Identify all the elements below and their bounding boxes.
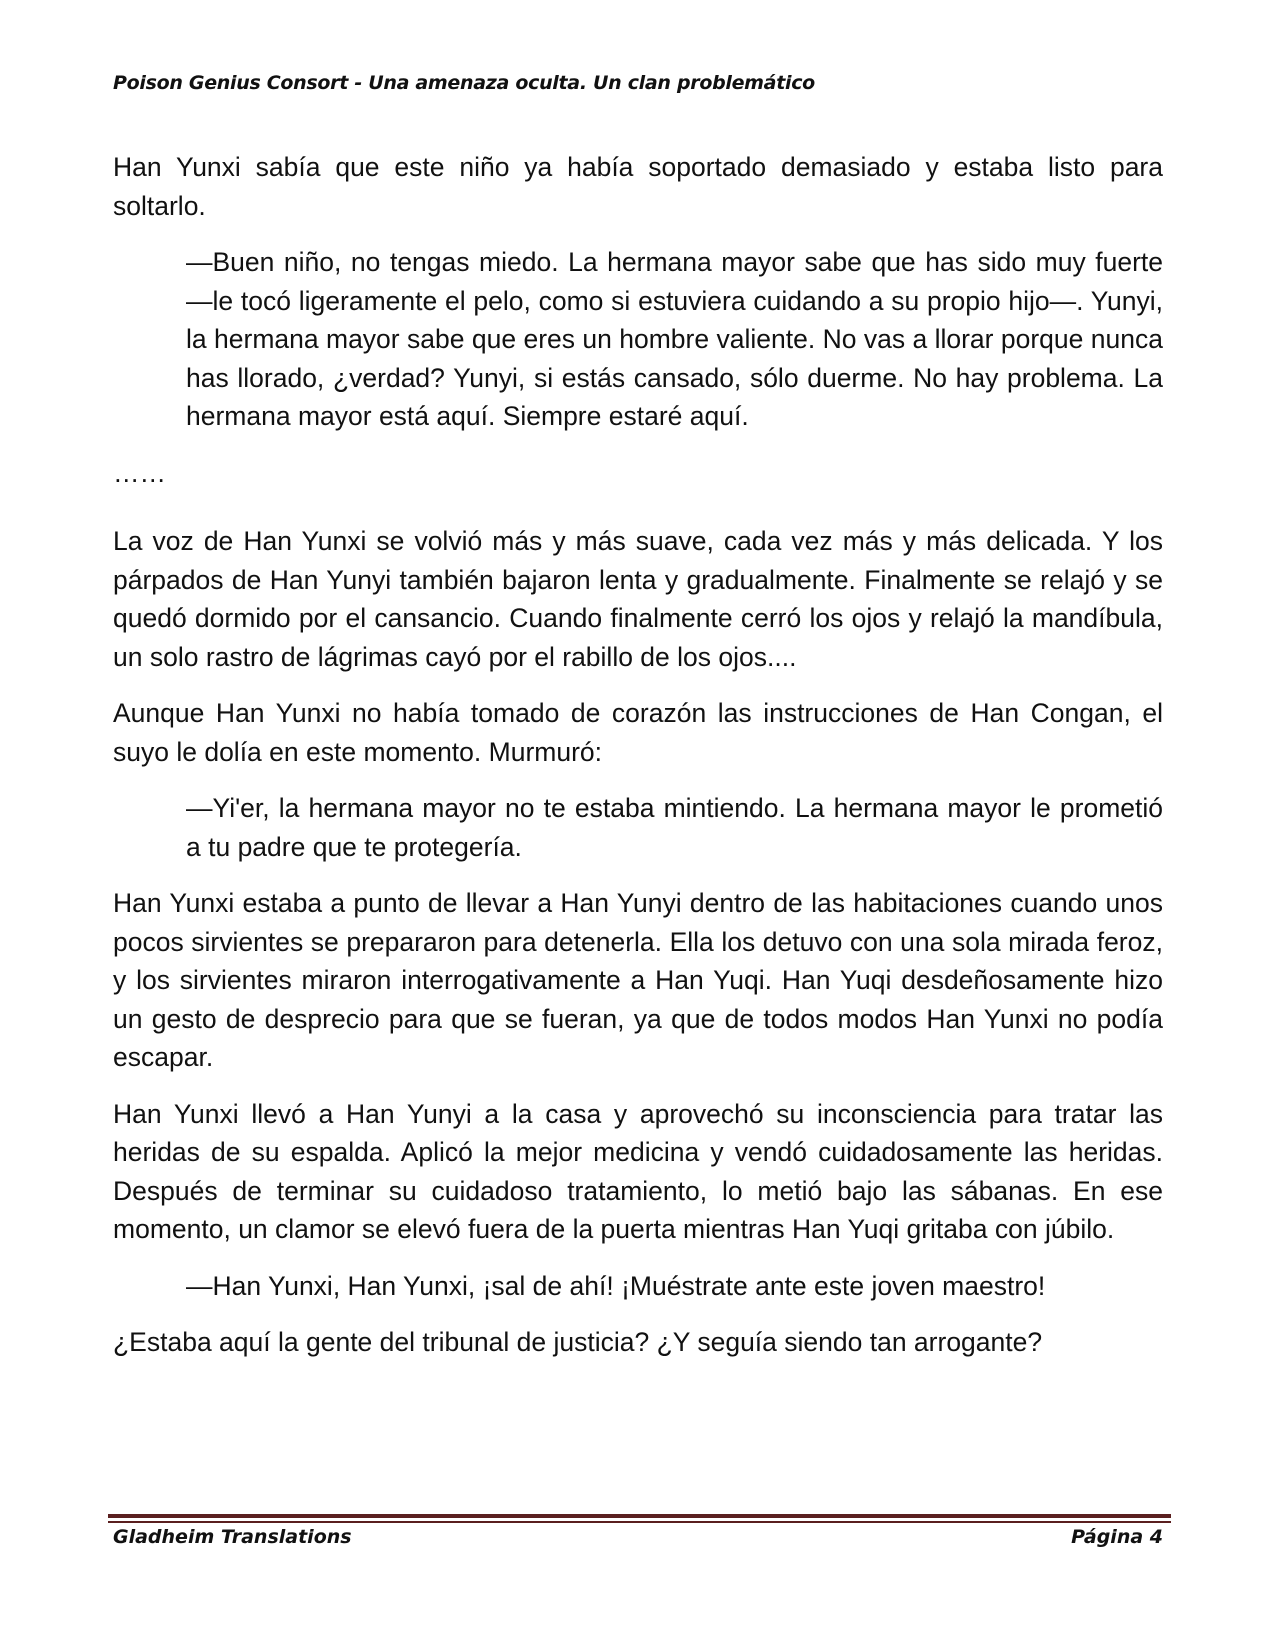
document-body [113,148,1163,1380]
paragraph: Han Yunxi estaba a punto de llevar a Han Yunyi dentro de las habitaciones cuando unos pocos sirvientes se prepararon para detenerla. Ella los detuvo con una sola mirada feroz, y los sirvientes miraron interrogativamente a Han Yuqi. Han Yuqi desdeñosamente hizo un gesto de desprecio para que se fueran, ya que de todos modos Han Yunxi no podía escapar. [113,888,1163,1072]
footer-page-number: Página 4 [1071,1526,1163,1548]
dialogue-paragraph: —Han Yunxi, Han Yunxi, ¡sal de ahí! ¡Muéstrate ante este joven maestro! [186,1270,1046,1301]
footer-divider-thick-line [108,1514,1171,1518]
page-header-title: Poison Genius Consort - Una amenaza oculta. Un clan problemático [113,72,815,94]
footer-divider [108,1514,1171,1523]
paragraph: Aunque Han Yunxi no había tomado de corazón las instrucciones de Han Congan, el suyo le dolía en este momento. Murmuró: [113,698,1163,767]
paragraph: Han Yunxi llevó a Han Yunyi a la casa y aprovechó su inconsciencia para tratar las heridas de su espalda. Aplicó la mejor medicina y vendó cuidadosamente las heridas. Después de terminar su cuidadoso tratamiento, lo metió bajo las sábanas. En ese momento, un clamor se elevó fuera de la puerta mientras Han Yuqi gritaba con júbilo. [113,1098,1163,1244]
paragraph: Han Yunxi sabía que este niño ya había soportado demasiado y estaba listo para soltarlo. [113,152,1163,221]
section-break-ellipsis: …… [113,457,166,488]
dialogue-paragraph: —Buen niño, no tengas miedo. La hermana mayor sabe que has sido muy fuerte —le tocó ligeramente el pelo, como si estuviera cuidando a su propio hijo—. Yunyi, la hermana mayor sabe que eres un hombre valiente. No vas a llorar porque nunca has llorado, ¿verdad? Yunyi, si estás cansado, sólo duerme. No hay problema. La hermana mayor está aquí. Siempre estaré aquí. [186,247,1163,431]
dialogue-paragraph: —Yi'er, la hermana mayor no te estaba mintiendo. La hermana mayor le prometió a tu padre que te protegería. [186,793,1163,862]
paragraph: La voz de Han Yunxi se volvió más y más suave, cada vez más y más delicada. Y los párpados de Han Yunyi también bajaron lenta y gradualmente. Finalmente se relajó y se quedó dormido por el cansancio. Cuando finalmente cerró los ojos y relajó la mandíbula, un solo rastro de lágrimas cayó por el rabillo de los ojos.... [113,526,1163,672]
footer-translator-name: Gladheim Translations [113,1526,352,1548]
footer-divider-thin-line [108,1521,1171,1523]
paragraph: ¿Estaba aquí la gente del tribunal de justicia? ¿Y seguía siendo tan arrogante? [113,1327,1043,1357]
